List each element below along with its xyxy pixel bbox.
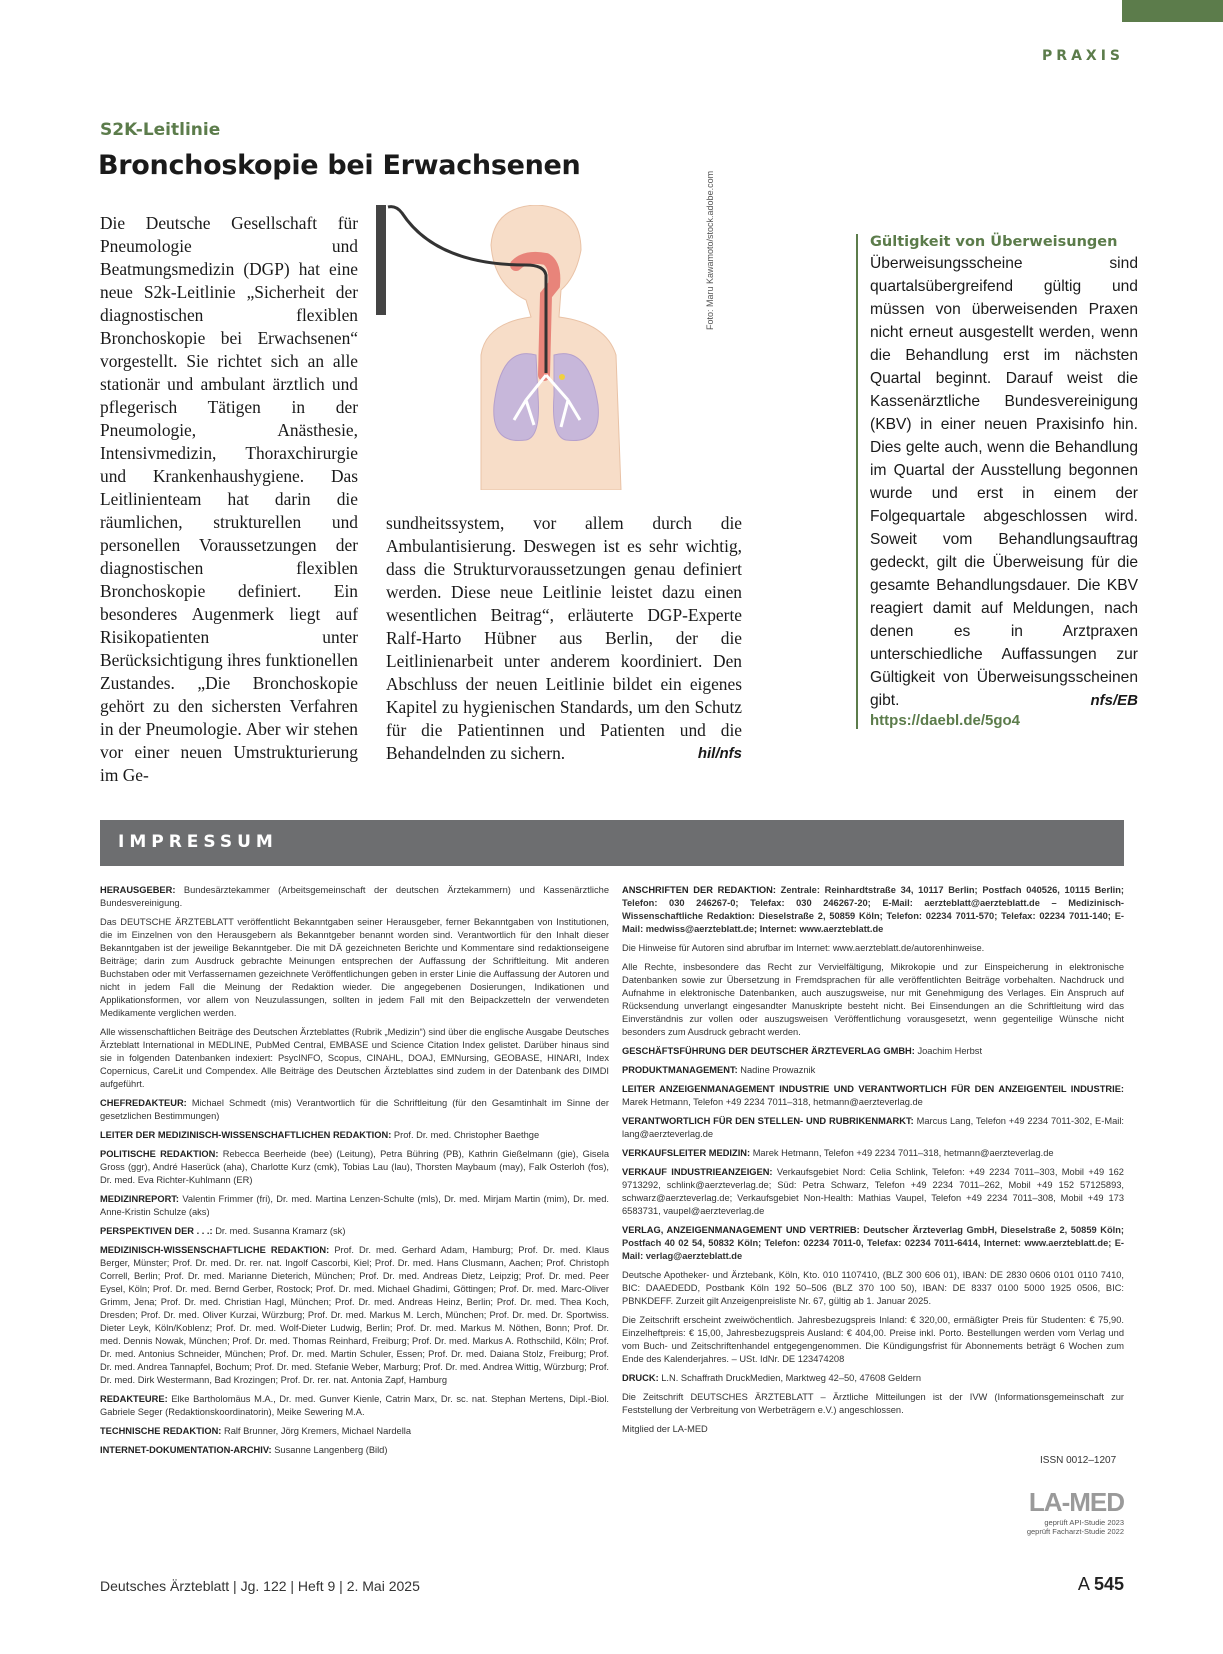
- impressum-entry: [100, 1425, 609, 1438]
- impressum-entry: [622, 1147, 1124, 1160]
- impressum-text: Joachim Herbst: [917, 1046, 983, 1056]
- impressum-text: Dr. med. Susanna Kramarz (sk): [215, 1226, 346, 1236]
- impressum-text: Rebecca Beerheide (bee) (Leitung), Petra Bühring (PB), Kathrin Gießelmann (gie), Gisela Gross (ggr), André Haserück (aha), Charlotte Kurz (cmk), Tobias Lau (lau), Thorsten Maybaum (may), Falk Osterloh (fos), Dr. med. Eva Richter-Kuhlmann (ER): [100, 1149, 609, 1185]
- issn: ISSN 0012–1207: [1040, 1455, 1117, 1466]
- impressum-text: Die Hinweise für Autoren sind abrufbar im Internet: www.aerzteblatt.de/autorenhinweise.: [622, 943, 985, 953]
- impressum-text: L.N. Schaffrath DruckMedien, Marktweg 42–50, 47608 Geldern: [661, 1373, 922, 1383]
- article-headline: Bronchoskopie bei Erwachsenen: [98, 150, 581, 181]
- impressum-entry: [622, 961, 1124, 1039]
- impressum-label: LEITER ANZEIGENMANAGEMENT INDUSTRIE UND VERANTWORTLICH FÜR DEN ANZEIGENTEIL INDUSTRIE:: [622, 1084, 1124, 1094]
- impressum-text: Die Zeitschrift DEUTSCHES ÄRZTEBLATT – Ärztliche Mitteilungen ist der IVW (Informationsgemeinschaft zur Feststellung der Verbreitung von Werbeträgern e.V.) angeschlossen.: [622, 1392, 1124, 1415]
- lamed-line-1: geprüft API-Studie 2023: [1044, 1518, 1124, 1527]
- impressum-text: Die Zeitschrift erscheint zweiwöchentlich. Jahresbezugspreis Inland: € 320,00, ermäßigter Preis für Studenten: € 75,90. Einzelheftpreis: € 15,00, Jahresbezugspreis Ausland: € 404,00. Preise inkl. Porto. Bestellungen werden vom Verlag und vom Buch- und Zeitschriftenhandel entgegengenommen. Die Kündigungsfrist für Abonnements beträgt 6 Wochen zum Ende des Kalenderjahres. – USt. IdNr. DE 123474208: [622, 1315, 1124, 1364]
- impressum-entry: [622, 1083, 1124, 1109]
- sidebar-body: Überweisungsscheine sind quartalsübergreifend gültig und müssen von überweisenden Praxen nicht erneut ausgestellt werden, wenn die Behandlung erst im nächsten Quartal beginnt. Darauf weist die Kassenärztliche Bundesvereinigung (KBV) in einer neuen Praxisinfo hin. Dies gelte auch, wenn die Behandlung im Quartal der Ausstellung begonnen wurde und erst in einem der Folgequartale abgeschlossen wird. Soweit vom Behandlungsauftrag gedeckt, gilt die Überweisung für die gesamte Behandlungsdauer. Die KBV reagiert damit auf Meldungen, nach denen es in Arztpraxen unterschiedliche Auffassungen zur Gültigkeit von Überweisungsscheinen gibt. nfs/EB: [870, 252, 1138, 712]
- impressum-label: VERKAUF INDUSTRIEANZEIGEN:: [622, 1167, 773, 1177]
- sidebar-title: Gültigkeit von Überweisungen: [870, 234, 1118, 250]
- impressum-label: VERLAG, ANZEIGENMANAGEMENT UND VERTRIEB:: [622, 1225, 860, 1235]
- impressum-entry: [622, 1115, 1124, 1141]
- impressum-text: Nadine Prowaznik: [740, 1065, 816, 1075]
- impressum-text: Susanne Langenberg (Bild): [274, 1445, 388, 1455]
- impressum-entry: [622, 1269, 1124, 1308]
- impressum-text: Bundesärztekammer (Arbeitsgemeinschaft der deutschen Ärztekammern) und Kassenärztliche Bundesvereinigung.: [100, 885, 609, 908]
- bronchoscope-handle: [376, 205, 386, 315]
- impressum-text: Deutsche Apotheker- und Ärztebank, Köln, Kto. 010 1107410, (BLZ 300 606 01), IBAN: DE 2830 0606 0101 0110 7410, BIC: DAAEDEDD, Postbank Köln 192 50–506 (BLZ 370 100 50), IBAN: DE 8337 0100 5000 1925 0506, BIC: PBNKDEFF. Zurzeit gilt Anzeigenpreisliste Nr. 67, gültig ab 1. Januar 2025.: [622, 1270, 1124, 1306]
- impressum-entry: [622, 1045, 1124, 1058]
- impressum-column-right: [622, 884, 1124, 1442]
- impressum-entry: [622, 1423, 1124, 1436]
- corner-tab: [1122, 0, 1223, 22]
- footer-journal: Deutsches Ärzteblatt | Jg. 122 | Heft 9 | 2. Mai 2025: [100, 1578, 420, 1594]
- impressum-text: Verkaufsgebiet Nord: Celia Schlink, Telefon: +49 2234 7011–303, Mobil +49 162 9713292, schlink@aerzteverlag.de; Süd: Petra Schwarz, Telefon +49 2234 7011–262, Mobil +49 152 57125893, schwarz@aerzteverlag.de; Verkaufsgebiet Non-Health: Mathias Vaupel, Telefon +49 2234 7011–308, Mobil +49 173 6583731, vaupel@aerzteverlag.de: [622, 1167, 1124, 1216]
- impressum-entry: [622, 1224, 1124, 1263]
- impressum-text: Zentrale: Reinhardtstraße 34, 10117 Berlin; Postfach 040526, 10115 Berlin; Telefon: 030 246267-0; Telefax: 030 246267-20; E-Mail: aerzteblatt@aerzteblatt.de – Medizinisch-Wissenschaftliche Redaktion: Dieselstraße 2, 50859 Köln; Telefon: 02234 7011-570; Telefax: 02234 7011-140; E-Mail: medwiss@aerzteblatt.de; Internet: www.aerzteblatt.de: [622, 885, 1125, 934]
- impressum-text: Prof. Dr. med. Gerhard Adam, Hamburg; Prof. Dr. med. Klaus Berger, Münster; Prof. Dr. med. Dr. rer. nat. Ingolf Cascorbi, Kiel; Prof. Dr. med. Hans Clusmann, Aachen; Prof. Christoph Correll, Berlin; Prof. Dr. med. Marianne Dieterich, München; Prof. Dr. med. Andreas Dietz, Leipzig; Prof. Dr. med. Peer Eysel, Köln; Prof. Dr. med. Bernd Gerber, Rostock; Prof. Dr. med. Michael Ghadimi, Göttingen; Prof. Dr. med. Marc-Oliver Grimm, Jena; Prof. Dr. med. Christian Hagl, München; Prof. Dr. med. Andreas Heinz, Berlin; Prof. Dr. med. Thea Koch, Dresden; Prof. Dr. med. Oliver Kurzai, Würzburg; Prof. Dr. med. Markus M. Lerch, München; Prof. Dr. med. Dr. Sportwiss. Dieter Leyk, Köln/Koblenz; Prof. Dr. med. Wolf-Dieter Ludwig, Berlin; Prof. Dr. med. Markus M. Nöthen, Bonn; Prof. Dr. med. Dennis Nowak, München; Prof. Dr. med. Thomas Reinhard, Freiburg; Prof. Dr. med. Markus A. Rothschild, Köln; Prof. Dr. med. Antonius Schneider, München; Prof. Dr. med. Martin Schuler, Essen; Prof. Dr. med. Daiana Stolz, Freiburg; Prof. Dr. med. Andrea Tannapfel, Bochum; Prof. Dr. med. Stefanie Weber, Marburg; Prof. Dr. med. Andrea Wittig, Würzburg; Prof. Dr. med. Dirk Westermann, Bad Krozingen; Prof. Dr. rer. nat. Antonia Zapf, Hamburg: [100, 1245, 610, 1385]
- impressum-text: Marek Hetmann, Telefon +49 2234 7011–318, hetmann@aerzteverlag.de: [622, 1097, 923, 1107]
- article-column-1: [100, 212, 358, 787]
- impressum-title: IMPRESSUM: [118, 832, 278, 852]
- impressum-entry: [622, 942, 1124, 955]
- impressum-entry: [622, 1391, 1124, 1417]
- impressum-label: PERSPEKTIVEN DER . . .:: [100, 1226, 213, 1236]
- impressum-entry: [622, 1314, 1124, 1366]
- impressum-entry: [622, 884, 1124, 936]
- impressum-label: MEDIZINISCH-WISSENSCHAFTLICHE REDAKTION:: [100, 1245, 330, 1255]
- bronchoscopy-illustration: [376, 205, 706, 490]
- lamed-line-2: geprüft Facharzt-Studie 2022: [1026, 1527, 1124, 1536]
- lamed-logo: LA-MED: [1028, 1487, 1124, 1517]
- impressum-entry: [100, 1244, 609, 1387]
- footer-page: A 545: [1077, 1574, 1124, 1594]
- impressum-label: TECHNISCHE REDAKTION:: [100, 1426, 222, 1436]
- sidebar-link[interactable]: https://daebl.de/5go4: [870, 712, 1021, 729]
- impressum-entry: [100, 1148, 609, 1187]
- impressum-text: Elke Bartholomäus M.A., Dr. med. Gunver Kienle, Catrin Marx, Dr. sc. nat. Stephan Mertens, Dipl.-Biol. Gabriele Seger (Redaktionskoordinatorin), Meike Sewering M.A.: [100, 1394, 609, 1417]
- impressum-text: Ralf Brunner, Jörg Kremers, Michael Nardella: [223, 1426, 412, 1436]
- impressum-text: Alle wissenschaftlichen Beiträge des Deutschen Ärzteblattes (Rubrik „Medizin“) sind über die englische Ausgabe Deutsches Ärzteblatt International in MEDLINE, PubMed Central, EMBASE und Science Citation Index gelistet. Darüber hinaus sind sie in folgenden Datenbanken indexiert: PsycINFO, Scopus, CINAHL, DOAJ, EMNursing, GEOBASE, HINARI, Index Copernicus, CareLit und Compendex. Alle Beiträge des Deutschen Ärzteblattes sind zudem in der Datenbank des DIMDI aufgeführt.: [100, 1027, 609, 1089]
- sidebar-signature: nfs/EB: [1090, 692, 1138, 709]
- impressum-label: LEITER DER MEDIZINISCH-WISSENSCHAFTLICHEN REDAKTION:: [100, 1130, 392, 1140]
- impressum-label: REDAKTEURE:: [100, 1394, 168, 1404]
- article-text-2: sundheitssystem, vor allem durch die Ambulantisierung. Deswegen ist es sehr wichtig, dass die Strukturvoraussetzungen genau definiert werden. Diese neue Leitlinie leistet dazu einen wesentlichen Beitrag“, erläuterte DGP-Experte Ralf-Harto Hübner aus Berlin, der die Leitlinienarbeit unter anderem koordiniert. Den Abschluss der neuen Leitlinie bildet ein eigenes Kapitel zu hygienischen Standards, um den Schutz für die Patientinnen und Patienten und die Behandelnden zu sichern. hil/nfs: [386, 513, 742, 763]
- impressum-entry: [622, 1166, 1124, 1218]
- impressum-entry: [100, 1393, 609, 1419]
- impressum-label: HERAUSGEBER:: [100, 885, 176, 895]
- impressum-text: Prof. Dr. med. Christopher Baethge: [393, 1130, 540, 1140]
- article-column-2: [386, 512, 742, 765]
- impressum-text: Mitglied der LA-MED: [622, 1424, 708, 1434]
- impressum-bar: [100, 820, 1124, 866]
- article-kicker: S2K-Leitlinie: [100, 120, 221, 140]
- impressum-text: Deutscher Ärzteverlag GmbH, Dieselstraße 2, 50859 Köln; Postfach 40 02 54, 50832 Köln; Telefon: 02234 7011-0, Telefax: 02234 7011-6414, Internet: www.aerzteblatt.de; E-Mail: verlag@aerzteblatt.de: [622, 1225, 1124, 1261]
- impressum-text: Valentin Frimmer (fri), Dr. med. Martina Lenzen-Schulte (mls), Dr. med. Mirjam Martin (mim), Dr. med. Anne-Kristin Schulze (aks): [100, 1194, 609, 1217]
- lamed-badge: [1010, 1487, 1124, 1536]
- impressum-entry: [100, 916, 609, 1020]
- impressum-entry: [100, 1026, 609, 1091]
- impressum-text: Alle Rechte, insbesondere das Recht zur Vervielfältigung, Mikrokopie und zur Einspeicherung in elektronische Datenbanken sowie zur Übersetzung in Fremdsprachen für alle veröffentlichten Beiträge vorbehalten. Nachdruck und Aufnahme in elektronische Datenbanken, auch auszugsweise, nur mit Genehmigung des Verlages. Ein Anspruch auf Rücksendung unverlangt eingesandter Manuskripte besteht nicht. Bei Einsendungen an die Schriftleitung wird das Einverständnis zur vollen oder auszugsweisen Veröffentlichung vorausgesetzt, wenn gegenteilige Wünsche nicht besonders zum Ausdruck gebracht werden.: [622, 962, 1124, 1037]
- scope-tip: [559, 374, 565, 380]
- impressum-entry: [622, 1064, 1124, 1077]
- photo-credit: Foto: Maru Kawamoto/stock.adobe.com: [705, 170, 715, 330]
- impressum-column-left: [100, 884, 609, 1463]
- impressum-label: VERANTWORTLICH FÜR DEN STELLEN- UND RUBRIKENMARKT:: [622, 1116, 914, 1126]
- impressum-label: CHEFREDAKTEUR:: [100, 1098, 187, 1108]
- impressum-entry: [100, 1193, 609, 1219]
- impressum-label: PRODUKTMANAGEMENT:: [622, 1065, 738, 1075]
- section-label: PRAXIS: [1042, 48, 1124, 64]
- impressum-label: INTERNET-DOKUMENTATION-ARCHIV:: [100, 1445, 272, 1455]
- impressum-text: Marcus Lang, Telefon +49 2234 7011-302, E-Mail: lang@aerzteverlag.de: [622, 1116, 1124, 1139]
- impressum-text: Marek Hetmann, Telefon +49 2234 7011–318, hetmann@aerzteverlag.de: [752, 1148, 1054, 1158]
- impressum-entry: [100, 1225, 609, 1238]
- impressum-entry: [100, 1444, 609, 1457]
- article-text-1: Die Deutsche Gesellschaft für Pneumologie und Beatmungsmedizin (DGP) hat eine neue S2k-Leitlinie „Sicherheit der diagnostischen flexiblen Bronchoskopie bei Erwachsenen“ vorgestellt. Sie richtet sich an alle stationär und ambulant ärztlich und pflegerisch Tätigen in der Pneumologie, Anästhesie, Intensivmedizin, Thoraxchirurgie und Krankenhaushygiene. Das Leitlinienteam hat darin die räumlichen, strukturellen und personellen Voraussetzungen der diagnostischen flexiblen Bronchoskopie definiert. Ein besonderes Augenmerk liegt auf Risikopatienten unter Berücksichtigung ihres funktionellen Zustandes. „Die Bronchoskopie gehört zu den sichersten Verfahren in der Pneumologie. Aber wir stehen vor einer neuen Umstrukturierung im Ge-: [100, 213, 358, 785]
- impressum-text: Michael Schmedt (mis) Verantwortlich für die Schriftleitung (für den Gesamtinhalt im Sinne der gesetzlichen Bestimmungen): [100, 1098, 609, 1121]
- impressum-label: ANSCHRIFTEN DER REDAKTION:: [622, 885, 776, 895]
- impressum-label: VERKAUFSLEITER MEDIZIN:: [622, 1148, 751, 1158]
- impressum-label: MEDIZINREPORT:: [100, 1194, 180, 1204]
- impressum-entry: [622, 1372, 1124, 1385]
- impressum-text: Das DEUTSCHE ÄRZTEBLATT veröffentlicht Bekanntgaben seiner Herausgeber, ferner Bekanntgaben von Institutionen, die im Einzelnen von den Herausgebern als Bekanntgeber benannt worden sind. Verantwortlich für den Inhalt dieser Bekanntgaben ist der jeweilige Bekanntgeber. Die mit DÄ gezeichneten Berichte und Kommentare sind redaktionseigene Beiträge; darin zum Ausdruck gebrachte Meinungen entsprechen der Auffassung der Schriftleitung. Mit anderen Buchstaben oder mit Verfassernamen gezeichnete Veröffentlichungen geben in erster Linie die Auffassung der Autoren und nicht in jedem Fall die Meinung der Redaktion wieder. Die angegebenen Dosierungen, Indikationen und Applikationsformen, vor allem von Neuzulassungen, sollten in jedem Fall mit den Beipackzetteln der verwendeten Medikamente verglichen werden.: [100, 917, 609, 1018]
- impressum-entry: [100, 1129, 609, 1142]
- impressum-label: GESCHÄFTSFÜHRUNG DER DEUTSCHER ÄRZTEVERLAG GMBH:: [622, 1046, 915, 1056]
- impressum-label: DRUCK:: [622, 1373, 659, 1383]
- impressum-entry: [100, 1097, 609, 1123]
- sidebar-box: [856, 234, 1138, 729]
- impressum-entry: [100, 884, 609, 910]
- impressum-label: POLITISCHE REDAKTION:: [100, 1149, 219, 1159]
- article-signature: hil/nfs: [697, 745, 742, 762]
